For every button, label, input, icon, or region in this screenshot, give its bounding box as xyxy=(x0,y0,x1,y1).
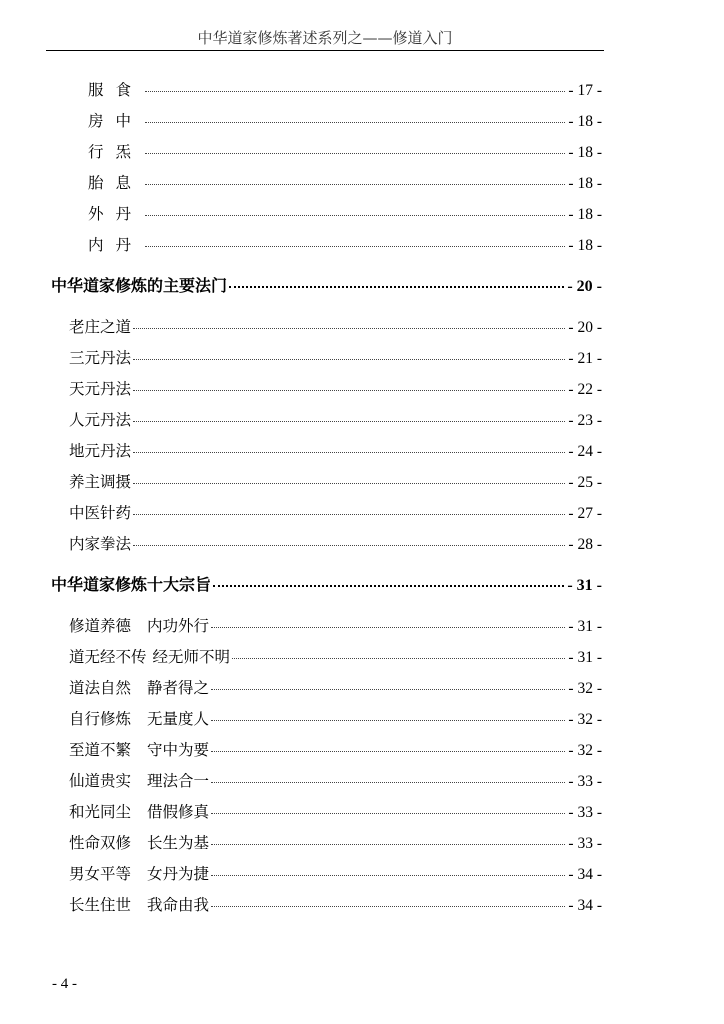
leader-dots xyxy=(211,813,565,814)
title-part-b: 理法合一 xyxy=(147,772,210,790)
toc-entry[interactable] xyxy=(69,348,602,369)
title-part-a: 道法自然 xyxy=(69,679,132,697)
title-part-a: 修道养德 xyxy=(69,617,132,635)
toc-entry-page: - 23 - xyxy=(568,412,602,429)
toc-entry[interactable] xyxy=(88,173,602,194)
page-number: - 4 - xyxy=(52,976,77,992)
toc-entry-page: - 27 - xyxy=(568,505,602,522)
toc-entry[interactable] xyxy=(69,740,602,761)
toc-entry-page: - 31 - xyxy=(568,649,602,666)
toc-entry[interactable] xyxy=(69,647,602,668)
toc-entry[interactable] xyxy=(69,833,602,854)
toc-entry-title xyxy=(69,833,209,853)
toc-entry-title: 行炁 xyxy=(88,143,144,161)
toc-section-title: 中华道家修炼的主要法门 xyxy=(51,276,228,295)
toc-entry-page: - 18 - xyxy=(568,237,602,254)
toc-entry[interactable] xyxy=(69,410,602,431)
toc-entry-page: - 22 - xyxy=(568,381,602,398)
toc-entry-title: 养主调摄 xyxy=(69,473,132,491)
toc-entry-page: - 33 - xyxy=(568,835,602,852)
toc-section-page: - 20 - xyxy=(567,278,602,295)
toc-entry-page: - 32 - xyxy=(568,680,602,697)
toc-entry-title: 内家拳法 xyxy=(69,535,132,553)
toc-entry[interactable] xyxy=(88,142,602,163)
title-part-a: 长生住世 xyxy=(69,896,132,914)
leader-dots xyxy=(211,782,565,783)
title-part-b: 内功外行 xyxy=(147,617,210,635)
toc-entry-page: - 32 - xyxy=(568,742,602,759)
title-part-b: 经无师不明 xyxy=(152,648,231,666)
toc-entry-page: - 32 - xyxy=(568,711,602,728)
toc-entry-page: - 33 - xyxy=(568,804,602,821)
leader-dots xyxy=(133,545,565,546)
leader-dots xyxy=(133,359,565,360)
toc-entry[interactable] xyxy=(69,678,602,699)
leader-dots xyxy=(213,585,564,587)
toc-entry-title: 地元丹法 xyxy=(69,442,132,460)
toc-entry-page: - 33 - xyxy=(568,773,602,790)
toc-entry-title xyxy=(69,740,209,760)
title-part-a: 道无经不传 xyxy=(69,648,147,666)
title-part-b: 静者得之 xyxy=(147,679,210,697)
toc-section-heading[interactable] xyxy=(51,276,602,297)
toc-entry-page: - 18 - xyxy=(568,175,602,192)
toc-entry-title xyxy=(69,678,209,698)
leader-dots xyxy=(211,844,565,845)
leader-dots xyxy=(133,452,565,453)
toc-entry[interactable] xyxy=(69,616,602,637)
leader-dots xyxy=(145,215,565,216)
toc-entry-title: 老庄之道 xyxy=(69,318,132,336)
leader-dots xyxy=(229,286,564,288)
leader-dots xyxy=(211,720,565,721)
toc-entry[interactable] xyxy=(88,80,602,101)
toc-entry-title: 中医针药 xyxy=(69,504,132,522)
toc-entry[interactable] xyxy=(69,771,602,792)
leader-dots xyxy=(145,91,565,92)
leader-dots xyxy=(133,390,565,391)
leader-dots xyxy=(133,514,565,515)
toc-entry[interactable] xyxy=(69,441,602,462)
toc-entry-title: 房中 xyxy=(88,112,144,130)
title-part-a: 男女平等 xyxy=(69,865,132,883)
toc-entry-page: - 25 - xyxy=(568,474,602,491)
leader-dots xyxy=(211,875,565,876)
title-part-b: 守中为要 xyxy=(147,741,210,759)
toc-section-page: - 31 - xyxy=(567,577,602,594)
leader-dots xyxy=(211,627,565,628)
running-header-title: 中华道家修炼著述系列之——修道入门 xyxy=(197,29,453,47)
toc-entry-title xyxy=(69,771,209,791)
toc-section-heading[interactable] xyxy=(51,575,602,596)
title-part-b: 我命由我 xyxy=(147,896,210,914)
toc-entry[interactable] xyxy=(69,472,602,493)
title-part-a: 仙道贵实 xyxy=(69,772,132,790)
toc-entry[interactable] xyxy=(69,864,602,885)
toc-entry-page: - 34 - xyxy=(568,866,602,883)
toc-entry-title: 服食 xyxy=(88,81,144,99)
title-part-b: 长生为基 xyxy=(147,834,210,852)
title-part-a: 自行修炼 xyxy=(69,710,132,728)
toc-entry-page: - 34 - xyxy=(568,897,602,914)
leader-dots xyxy=(145,153,565,154)
toc-entry-title: 内丹 xyxy=(88,236,144,254)
leader-dots xyxy=(133,483,565,484)
leader-dots xyxy=(145,246,565,247)
title-part-a: 和光同尘 xyxy=(69,803,132,821)
leader-dots xyxy=(133,421,565,422)
toc-entry-page: - 17 - xyxy=(568,82,602,99)
leader-dots xyxy=(232,658,565,659)
toc-entry-title: 天元丹法 xyxy=(69,380,132,398)
toc-entry[interactable] xyxy=(69,317,602,338)
toc-entry-page: - 18 - xyxy=(568,144,602,161)
toc-entry-title: 人元丹法 xyxy=(69,411,132,429)
toc-entry-page: - 24 - xyxy=(568,443,602,460)
toc-entry-page: - 18 - xyxy=(568,113,602,130)
toc-entry[interactable] xyxy=(69,503,602,524)
toc-entry-page: - 18 - xyxy=(568,206,602,223)
leader-dots xyxy=(133,328,565,329)
toc-entry[interactable] xyxy=(69,709,602,730)
title-part-b: 无量度人 xyxy=(147,710,210,728)
title-part-b: 借假修真 xyxy=(147,803,210,821)
toc-entry-title: 胎息 xyxy=(88,174,144,192)
title-part-a: 至道不繁 xyxy=(69,741,132,759)
title-part-b: 女丹为捷 xyxy=(147,865,210,883)
toc-entry-title xyxy=(69,616,209,636)
toc-entry[interactable] xyxy=(88,111,602,132)
toc-entry-title xyxy=(69,864,209,884)
running-header xyxy=(46,28,604,51)
leader-dots xyxy=(211,906,565,907)
toc-entry-page: - 20 - xyxy=(568,319,602,336)
toc-entry[interactable] xyxy=(69,534,602,555)
leader-dots xyxy=(145,184,565,185)
toc-entry-title xyxy=(69,895,209,915)
title-part-a: 性命双修 xyxy=(69,834,132,852)
toc-entry[interactable] xyxy=(69,802,602,823)
toc-entry[interactable] xyxy=(69,379,602,400)
toc-entry[interactable] xyxy=(88,204,602,225)
toc-entry-title: 外丹 xyxy=(88,205,144,223)
toc-entry-title: 三元丹法 xyxy=(69,349,132,367)
toc-entry-page: - 28 - xyxy=(568,536,602,553)
toc-entry-title xyxy=(69,647,230,667)
leader-dots xyxy=(145,122,565,123)
toc-section-title: 中华道家修炼十大宗旨 xyxy=(51,575,212,594)
toc-entry-title xyxy=(69,709,209,729)
toc-entry-title xyxy=(69,802,209,822)
toc-entry[interactable] xyxy=(69,895,602,916)
toc-entry-page: - 21 - xyxy=(568,350,602,367)
leader-dots xyxy=(211,751,565,752)
leader-dots xyxy=(211,689,565,690)
toc-entry[interactable] xyxy=(88,235,602,256)
toc-entry-page: - 31 - xyxy=(568,618,602,635)
